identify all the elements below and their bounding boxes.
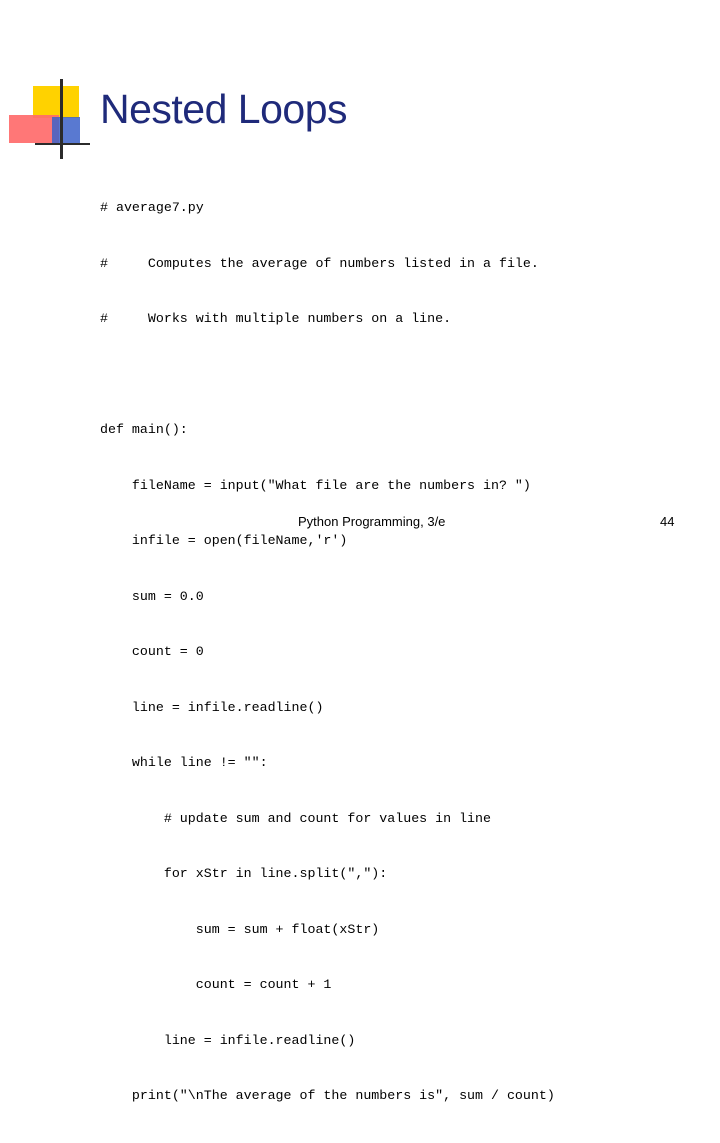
code-line: for xStr in line.split(","):: [100, 866, 388, 881]
code-line: while line != "":: [100, 755, 268, 770]
logo-blue-square: [52, 117, 80, 145]
code-block: [100, 162, 555, 1143]
code-line: def main():: [100, 422, 188, 437]
code-line: line = infile.readline(): [100, 699, 324, 715]
slide-footer: Python Programming, 3/e: [298, 514, 446, 529]
code-line: [100, 366, 555, 385]
logo-yellow-square: [33, 86, 79, 118]
slide-title: Nested Loops: [100, 86, 348, 132]
code-line: print("\nThe average of the numbers is", sum / count): [100, 1088, 555, 1103]
code-line: fileName = input("What file are the numbers in? "): [100, 477, 531, 493]
code-line: count = count + 1: [100, 977, 332, 992]
code-line: sum = sum + float(xStr): [100, 921, 380, 937]
page-number: 44: [660, 514, 675, 529]
code-line: # update sum and count for values in line: [100, 810, 491, 826]
code-line: sum = 0.0: [100, 588, 204, 604]
logo-vertical-line: [60, 79, 63, 159]
code-line: line = infile.readline(): [100, 1032, 356, 1048]
code-line: # Works with multiple numbers on a line.: [100, 311, 452, 326]
slide-logo-graphic: [0, 0, 100, 170]
code-line: count = 0: [100, 644, 204, 659]
code-line: # Computes the average of numbers listed in a file.: [100, 255, 539, 271]
code-line: infile = open(fileName,'r'): [100, 533, 348, 548]
code-line: # average7.py: [100, 200, 204, 215]
logo-horizontal-line: [35, 143, 90, 145]
